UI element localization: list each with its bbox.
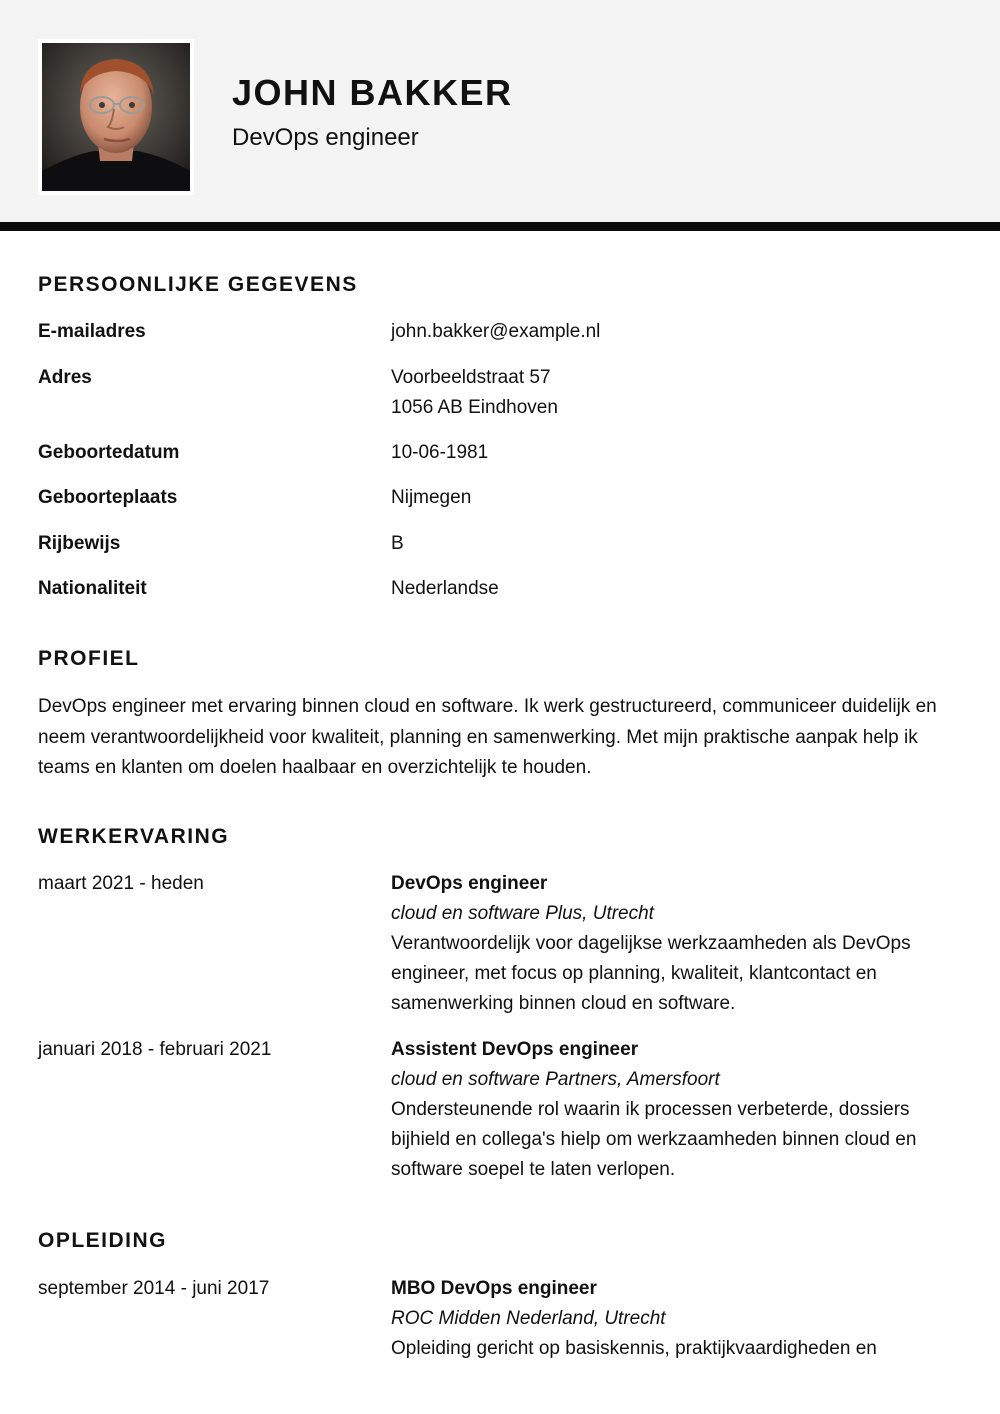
education-description: Opleiding gericht op basiskennis, praktijkvaardigheden en — [391, 1338, 877, 1359]
experience-period: januari 2018 - februari 2021 — [38, 1039, 272, 1060]
experience-description: Verantwoordelijk voor dagelijkse werkzaamheden als DevOps engineer, met focus op planning, kwaliteit, klantcontact en samenwerking binnen cloud en software. — [391, 933, 911, 1014]
experience-role: Assistent DevOps engineer — [391, 1039, 639, 1060]
profile-photo — [38, 39, 194, 195]
header-divider — [0, 222, 1000, 231]
value-address-city: 1056 AB Eindhoven — [391, 397, 558, 418]
value-nationality: Nederlandse — [391, 578, 499, 599]
experience-entry — [391, 869, 971, 1019]
experience-company: cloud en software Plus, Utrecht — [391, 903, 654, 924]
label-email: E-mailadres — [38, 321, 146, 342]
profile-text: DevOps engineer met ervaring binnen cloud en software. Ik werk gestructureerd, communiceer duidelijk en neem verantwoordelijkheid voor kwaliteit, planning en samenwerking. Met mijn praktische aanpak help ik teams en klanten om doelen haalbaar en overzichtelijk te houden. — [38, 696, 937, 778]
education-school: ROC Midden Nederland, Utrecht — [391, 1308, 666, 1329]
value-address-street: Voorbeeldstraat 57 — [391, 367, 551, 388]
value-license: B — [391, 533, 404, 554]
experience-entry — [391, 1035, 971, 1185]
label-birthdate: Geboortedatum — [38, 442, 180, 463]
section-title-profile: PROFIEL — [38, 647, 140, 670]
experience-description: Ondersteunende rol waarin ik processen verbeterde, dossiers bijhield en collega's hielp om werkzaamheden binnen cloud en software soepel te laten verlopen. — [391, 1099, 917, 1180]
section-title-experience: WERKERVARING — [38, 825, 230, 848]
experience-company: cloud en software Partners, Amersfoort — [391, 1069, 720, 1090]
portrait-image — [42, 43, 190, 191]
section-title-education: OPLEIDING — [38, 1229, 168, 1252]
label-license: Rijbewijs — [38, 533, 121, 554]
experience-role: DevOps engineer — [391, 873, 548, 894]
label-nationality: Nationaliteit — [38, 578, 147, 599]
label-birthplace: Geboorteplaats — [38, 487, 178, 508]
value-email: john.bakker@example.nl — [391, 321, 601, 342]
education-entry — [391, 1274, 971, 1364]
person-role: DevOps engineer — [232, 124, 419, 151]
person-name: JOHN BAKKER — [232, 72, 513, 113]
value-birthplace: Nijmegen — [391, 487, 472, 508]
label-address: Adres — [38, 367, 92, 388]
value-birthdate: 10-06-1981 — [391, 442, 489, 463]
education-degree: MBO DevOps engineer — [391, 1278, 597, 1299]
experience-period: maart 2021 - heden — [38, 873, 204, 894]
education-period: september 2014 - juni 2017 — [38, 1278, 270, 1299]
section-title-personal: PERSOONLIJKE GEGEVENS — [38, 273, 358, 296]
